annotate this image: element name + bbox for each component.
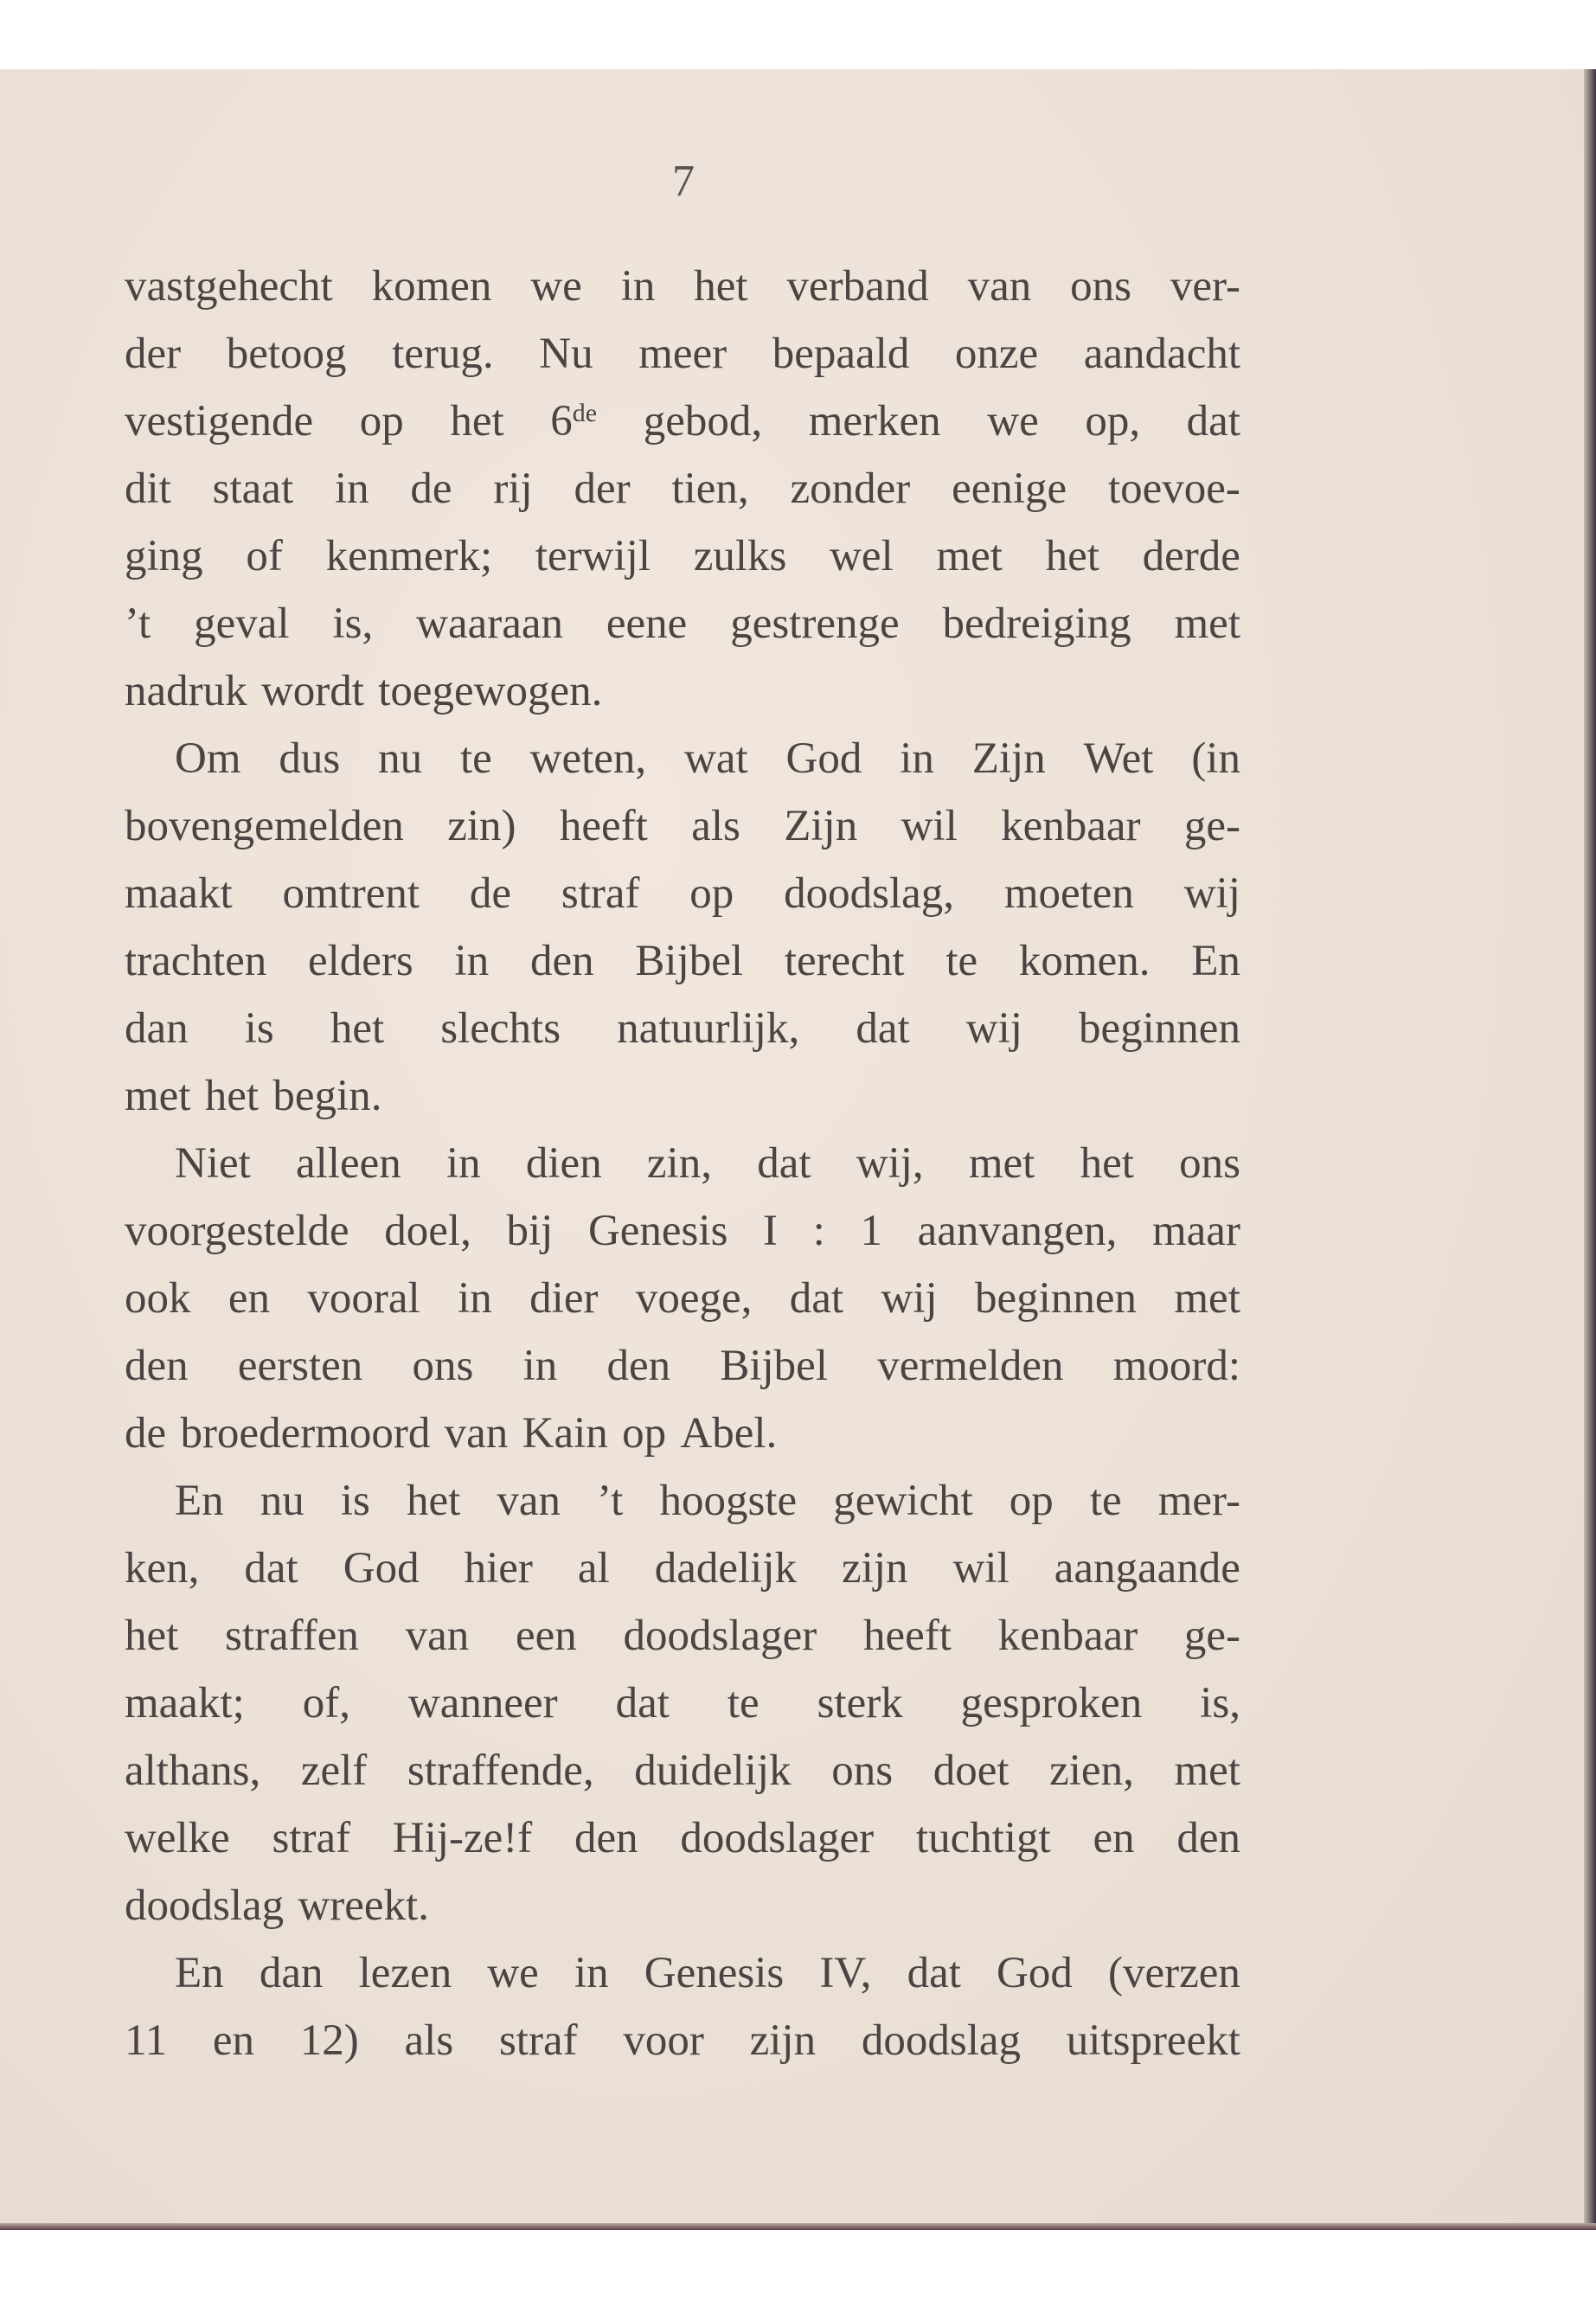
- word: ons: [412, 1342, 474, 1390]
- word: alleen: [296, 1139, 401, 1188]
- word: ’t: [125, 599, 151, 648]
- word: en: [228, 1274, 271, 1323]
- word: kenbaar: [997, 1612, 1138, 1660]
- word: aanvangen,: [917, 1207, 1118, 1255]
- text-line: [125, 388, 1240, 455]
- word: tuchtigt: [915, 1814, 1051, 1862]
- word: beginnen: [1079, 1004, 1240, 1053]
- paragraph: [125, 253, 1240, 725]
- word: doodslag: [861, 2016, 1021, 2065]
- word: in: [446, 1139, 481, 1188]
- word: broedermoord: [180, 1409, 431, 1458]
- text-line: [125, 1535, 1240, 1602]
- word: maakt: [125, 869, 233, 918]
- word: als: [691, 802, 740, 850]
- word: van: [497, 1477, 561, 1525]
- page-bottom-edge: [0, 2223, 1596, 2230]
- word: verband: [786, 262, 929, 311]
- word: dat: [757, 1139, 811, 1188]
- word: is: [244, 1004, 274, 1053]
- word: ook: [125, 1274, 191, 1323]
- word: wordt: [260, 667, 364, 715]
- word: zien,: [1049, 1747, 1134, 1795]
- word: Om: [175, 734, 241, 783]
- word: maakt;: [125, 1679, 245, 1727]
- word: en: [212, 2016, 255, 2065]
- text-line: [125, 1062, 1240, 1130]
- word: trachten: [125, 937, 267, 985]
- word: ge-: [1183, 802, 1240, 850]
- word: Genesis: [587, 1207, 728, 1255]
- word: toevoe-: [1107, 465, 1240, 513]
- text-line: [125, 657, 1240, 725]
- word: met: [125, 1072, 191, 1120]
- word: doodslager: [623, 1612, 817, 1660]
- word: bedreiging: [942, 599, 1131, 648]
- word: staat: [212, 465, 294, 513]
- word: zulks: [693, 532, 787, 580]
- word: wij: [1183, 869, 1240, 918]
- word: betoog: [226, 330, 347, 378]
- word: dit: [125, 465, 171, 513]
- word: op: [1009, 1477, 1054, 1525]
- word: zin): [447, 802, 516, 850]
- word: vestigende: [125, 397, 314, 445]
- word: 6de: [550, 397, 598, 445]
- word: dat: [615, 1679, 670, 1727]
- word: komen.: [1018, 937, 1151, 985]
- word: doodslag: [125, 1881, 285, 1930]
- word: ons: [1070, 262, 1131, 311]
- word: waaraan: [416, 599, 563, 648]
- word: eenige: [952, 465, 1067, 513]
- text-line: [125, 455, 1240, 522]
- word: moeten: [1003, 869, 1134, 918]
- word: zelf: [300, 1747, 368, 1795]
- word: het: [1080, 1139, 1134, 1188]
- word: heeft: [559, 802, 648, 850]
- word: als: [404, 2016, 454, 2065]
- word: de: [469, 869, 512, 918]
- word: toegewogen.: [378, 667, 603, 715]
- word: hoogste: [659, 1477, 798, 1525]
- word: dan: [259, 1949, 324, 1997]
- word: welke: [125, 1814, 230, 1862]
- word: gestrenge: [730, 599, 900, 648]
- word: voorgestelde: [125, 1207, 349, 1255]
- word: en: [1093, 1814, 1135, 1862]
- word: van: [967, 262, 1032, 311]
- text-line: [125, 320, 1240, 388]
- word: dat: [856, 1004, 910, 1053]
- word: ons: [1179, 1139, 1240, 1188]
- word: Nu: [539, 330, 593, 378]
- word: het: [406, 1477, 461, 1525]
- word: Genesis: [644, 1949, 785, 1997]
- word: den: [529, 937, 594, 985]
- text-line: [125, 1332, 1240, 1400]
- word: wel: [830, 532, 894, 580]
- page-edge: [1584, 69, 1596, 2230]
- word: we: [530, 262, 582, 311]
- word: weten,: [529, 734, 647, 783]
- word: merken: [808, 397, 941, 445]
- word: een: [515, 1612, 577, 1660]
- word: beginnen: [975, 1274, 1137, 1323]
- word: straf: [561, 869, 640, 918]
- word: in: [900, 734, 934, 783]
- word: wij: [881, 1274, 938, 1323]
- word: wanneer: [407, 1679, 558, 1727]
- word: En: [175, 1477, 224, 1525]
- text-line: [125, 1804, 1240, 1872]
- word: met: [1174, 1274, 1240, 1323]
- word: meer: [638, 330, 727, 378]
- text-line: [125, 1670, 1240, 1737]
- word: (in: [1191, 734, 1240, 783]
- word: komen: [371, 262, 492, 311]
- paragraph: [125, 725, 1240, 1130]
- word: aandacht: [1083, 330, 1240, 378]
- text-line: [125, 253, 1240, 320]
- word: zonder: [790, 465, 911, 513]
- word: ver-: [1170, 262, 1240, 311]
- word: is,: [1200, 1679, 1240, 1727]
- text-line: [125, 1939, 1240, 2007]
- word: gebod,: [643, 397, 763, 445]
- word: :: [812, 1207, 825, 1255]
- word: met: [1174, 1747, 1240, 1795]
- text-line: [125, 1872, 1240, 1939]
- word: den: [574, 1814, 638, 1862]
- text-line: [125, 1265, 1240, 1332]
- word: Abel.: [680, 1409, 778, 1458]
- text-line: [125, 1602, 1240, 1670]
- word: ge-: [1183, 1612, 1240, 1660]
- word: der: [125, 330, 182, 378]
- word: op,: [1085, 397, 1141, 445]
- text-line: [125, 1130, 1240, 1197]
- word: met: [1174, 599, 1240, 648]
- word: op: [622, 1409, 667, 1458]
- word: op: [689, 869, 734, 918]
- word: het: [204, 1072, 260, 1120]
- word: is: [340, 1477, 370, 1525]
- text-line: [125, 995, 1240, 1062]
- word: den: [606, 1342, 671, 1390]
- word: in: [574, 1949, 609, 1997]
- word: eersten: [237, 1342, 363, 1390]
- word: te: [945, 937, 978, 985]
- text-line: [125, 590, 1240, 657]
- word: begin.: [272, 1072, 382, 1120]
- paragraph: [125, 1130, 1240, 1467]
- text-line: [125, 927, 1240, 995]
- text-line: [125, 792, 1240, 860]
- word: dier: [529, 1274, 599, 1323]
- word: elders: [308, 937, 413, 985]
- word: duidelijk: [634, 1747, 792, 1795]
- word: Kain: [522, 1409, 608, 1458]
- word: het: [330, 1004, 385, 1053]
- word: bovengemelden: [125, 802, 404, 850]
- word: zijn: [842, 1544, 908, 1593]
- text-line: [125, 1467, 1240, 1535]
- word: dan: [125, 1004, 189, 1053]
- word: sterk: [817, 1679, 903, 1727]
- word: natuurlijk,: [617, 1004, 800, 1053]
- word: kenbaar: [1001, 802, 1141, 850]
- word: dat: [244, 1544, 298, 1593]
- word: onze: [954, 330, 1039, 378]
- word: van: [444, 1409, 509, 1458]
- text-line: [125, 1400, 1240, 1467]
- word: we: [987, 397, 1039, 445]
- word: kenmerk;: [325, 532, 493, 580]
- word: eene: [606, 599, 688, 648]
- word: of: [246, 532, 283, 580]
- word: derde: [1142, 532, 1240, 580]
- word: slechts: [440, 1004, 561, 1053]
- word: het: [125, 1612, 179, 1660]
- word: den: [125, 1342, 189, 1390]
- word: in: [522, 1342, 558, 1390]
- word: de: [410, 465, 452, 513]
- word: zijn: [749, 2016, 817, 2065]
- word: den: [1176, 1814, 1240, 1862]
- word: Bijbel: [635, 937, 744, 985]
- word: te: [459, 734, 492, 783]
- word: het: [694, 262, 748, 311]
- word: moord:: [1112, 1342, 1240, 1390]
- word: nu: [378, 734, 423, 783]
- word: zin,: [646, 1139, 712, 1188]
- word: God: [785, 734, 862, 783]
- word: terecht: [784, 937, 905, 985]
- word: wat: [684, 734, 748, 783]
- word: Zijn: [971, 734, 1046, 783]
- word: I: [763, 1207, 779, 1255]
- word: in: [454, 937, 490, 985]
- word: te: [727, 1679, 760, 1727]
- word: omtrent: [282, 869, 420, 918]
- word: Zijn: [784, 802, 858, 850]
- word: vastgehecht: [125, 262, 333, 311]
- word: dat: [907, 1949, 961, 1997]
- word: uitspreekt: [1066, 2016, 1240, 2065]
- text-line: [125, 2007, 1240, 2074]
- word: 12): [299, 2016, 359, 2065]
- word: 1: [860, 1207, 882, 1255]
- word: dus: [279, 734, 341, 783]
- word: IV,: [819, 1949, 872, 1997]
- word: (verzen: [1108, 1949, 1240, 1997]
- word: terug.: [392, 330, 494, 378]
- word: de: [125, 1409, 167, 1458]
- text-line: [125, 1197, 1240, 1265]
- text-line: [125, 725, 1240, 792]
- word: met: [968, 1139, 1035, 1188]
- text-line: [125, 860, 1240, 927]
- word: doet: [933, 1747, 1010, 1795]
- word: Niet: [175, 1139, 251, 1188]
- word: straf: [498, 2016, 578, 2065]
- word: dien: [525, 1139, 602, 1188]
- word: geval: [194, 599, 290, 648]
- word: vooral: [307, 1274, 420, 1323]
- word: van: [405, 1612, 470, 1660]
- word: 11: [125, 2016, 168, 2065]
- word: ’t: [597, 1477, 624, 1525]
- word: op: [359, 397, 404, 445]
- word: God: [343, 1544, 420, 1593]
- paragraph: [125, 1467, 1240, 1939]
- word: in: [620, 262, 656, 311]
- word: Bijbel: [720, 1342, 828, 1390]
- word: gesproken: [960, 1679, 1143, 1727]
- word: nadruk: [125, 667, 247, 715]
- word: tien,: [671, 465, 749, 513]
- word: terwijl: [535, 532, 651, 580]
- word: wil: [901, 802, 958, 850]
- word: dadelijk: [654, 1544, 798, 1593]
- word: straffen: [225, 1612, 359, 1660]
- word: wil: [952, 1544, 1010, 1593]
- word: we: [487, 1949, 539, 1997]
- word: met: [936, 532, 1003, 580]
- word: hier: [464, 1544, 533, 1593]
- word: het: [450, 397, 504, 445]
- word: of,: [302, 1679, 350, 1727]
- word: wij,: [856, 1139, 924, 1188]
- text-line: [125, 1737, 1240, 1804]
- word: doodslag,: [784, 869, 954, 918]
- word: nu: [260, 1477, 304, 1525]
- word: lezen: [358, 1949, 452, 1997]
- word: ken,: [125, 1544, 200, 1593]
- word: En: [175, 1949, 224, 1997]
- word: dat: [1186, 397, 1240, 445]
- word: in: [334, 465, 369, 513]
- word: der: [574, 465, 631, 513]
- word: doodslager: [680, 1814, 875, 1862]
- word: het: [1045, 532, 1099, 580]
- word: is,: [332, 599, 374, 648]
- word: wij: [965, 1004, 1022, 1053]
- word: bij: [506, 1207, 554, 1255]
- word: mer-: [1157, 1477, 1240, 1525]
- word: wreekt.: [298, 1881, 429, 1930]
- word: te: [1089, 1477, 1122, 1525]
- word: heeft: [863, 1612, 952, 1660]
- word: in: [458, 1274, 492, 1323]
- word: dat: [789, 1274, 844, 1323]
- word: rij: [493, 465, 533, 513]
- paragraph: [125, 1939, 1240, 2074]
- body-text: [125, 253, 1240, 2074]
- text-line: [125, 522, 1240, 590]
- word: doel,: [384, 1207, 471, 1255]
- word: God: [997, 1949, 1073, 1997]
- word: althans,: [125, 1747, 261, 1795]
- word: voor: [623, 2016, 704, 2065]
- word: bepaald: [772, 330, 910, 378]
- page-number: 7: [672, 157, 695, 206]
- word: al: [577, 1544, 610, 1593]
- word: ging: [125, 532, 203, 580]
- word: vermelden: [877, 1342, 1064, 1390]
- word: voege,: [635, 1274, 753, 1323]
- word: En: [1191, 937, 1240, 985]
- word: straf: [272, 1814, 351, 1862]
- word: ons: [831, 1747, 894, 1795]
- word: gewicht: [833, 1477, 973, 1525]
- word: straffende,: [407, 1747, 594, 1795]
- word: Hij-ze!f: [392, 1814, 533, 1862]
- word: Wet: [1083, 734, 1154, 783]
- word: aangaande: [1054, 1544, 1240, 1593]
- word: maar: [1152, 1207, 1240, 1255]
